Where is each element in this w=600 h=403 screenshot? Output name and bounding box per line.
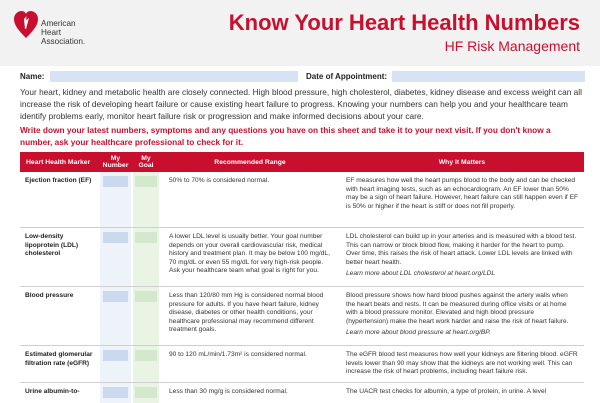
header-marker: Heart Health Marker <box>26 158 91 166</box>
table-row <box>20 383 584 403</box>
my-goal-column <box>133 228 159 286</box>
page-subtitle: HF Risk Management <box>444 38 580 54</box>
patient-info-row <box>20 71 585 83</box>
my-goal-column <box>133 383 159 403</box>
my-number-input[interactable] <box>103 232 128 243</box>
heart-numbers-table <box>20 152 584 403</box>
why-cell: The eGFR blood test measures how well your kidneys are filtering blood. eGFR levels lower than 90 may show that the kidneys are not working well. This can increase the risk of heart problems, including heart failure risk. <box>346 351 578 376</box>
range-cell: Less than 30 mg/g is considered normal. <box>169 388 288 395</box>
table-row <box>20 346 584 383</box>
page-title: Know Your Heart Health Numbers <box>228 10 580 35</box>
range-cell: Less than 120/80 mm Hg is considered normal blood pressure for adults. If you have heart failure, kidney disease, diabetes or other health conditions, your healthcare professional may recommend different treatment goals. <box>169 292 324 334</box>
my-number-input[interactable] <box>103 387 128 398</box>
date-field[interactable] <box>392 71 585 82</box>
marker-cell: Blood pressure <box>25 292 74 299</box>
table-row <box>20 172 584 228</box>
marker-cell: Urine albumin-to- <box>25 388 80 395</box>
my-number-input[interactable] <box>103 176 128 187</box>
my-goal-input[interactable] <box>135 176 157 187</box>
why-cell: LDL cholesterol can build up in your arteries and is measured with a blood test. This can narrow or block blood flow, making it harder for the heart to pump. Over time, this raises the risk of heart attack. Lower LDL levels are linked with better heart health. Learn more about LDL cholesterol at heart.org/LDL <box>346 233 577 278</box>
header-why: Why It Matters <box>438 158 486 166</box>
heart-torch-icon <box>14 10 38 40</box>
table-header <box>20 152 584 172</box>
table-row <box>20 228 584 287</box>
instructions-text: Write down your latest numbers, symptoms and any questions you have on this sheet and take it to your next visit. If you don't know a number, ask your healthcare professional to check for it. <box>20 125 551 147</box>
my-goal-input[interactable] <box>135 232 157 243</box>
why-cell: The UACR test checks for albumin, a type of protein, in urine. A level <box>346 388 547 395</box>
learn-more-ldl: Learn more about LDL cholesterol at heart.org/LDL <box>346 270 496 278</box>
my-number-input[interactable] <box>103 291 128 302</box>
marker-cell: Ejection fraction (EF) <box>25 177 92 184</box>
my-number-column <box>100 172 131 227</box>
learn-more-bp: Learn more about blood pressure at heart.org/BP. <box>346 329 491 337</box>
my-goal-column <box>133 346 159 382</box>
name-field[interactable] <box>50 71 298 82</box>
my-number-column <box>100 383 131 403</box>
why-cell: Blood pressure shows how hard blood pushes against the artery walls when the heart beats and rests. It can be measured during office visits or at home with a blood pressure monitor. Elevated and high blood pressure (hypertension) make the heart work harder and raise the risk of heart failure. Learn more about blood pressure at heart.org/BP. <box>340 287 584 338</box>
my-number-column <box>100 228 131 286</box>
header-my-goal: My Goal <box>138 155 154 169</box>
my-goal-input[interactable] <box>135 350 157 361</box>
why-cell: EF measures how well the heart pumps blood to the body and can be checked with heart imaging tests, such as an echocardiogram. An EF lower than 50% may be a sign of heart failure. However, heart failure can still happen even if EF is 50% or higher if the heart is stiff or does not fill properly. <box>346 177 579 210</box>
my-number-column <box>100 346 131 382</box>
marker-cell: Estimated glomerular filtration rate (eGFR) <box>25 351 93 367</box>
date-label: Date of Appointment: <box>306 72 388 81</box>
table-row <box>20 287 584 346</box>
header-range: Recommended Range <box>214 158 286 166</box>
my-goal-column <box>133 172 159 227</box>
my-number-column <box>100 287 131 345</box>
my-goal-input[interactable] <box>135 291 157 302</box>
range-cell: A lower LDL level is usually better. Your goal number depends on your overall cardiovascular risk, medical history and treatment plan. It may be below 100 mg/dL, 70 mg/dL or even 55 mg/dL for very high-risk people. Ask your healthcare team what goal is right for you. <box>169 233 330 275</box>
header-my-number: My Number <box>102 155 129 169</box>
name-label: Name: <box>20 72 45 81</box>
range-cell: 50% to 70% is considered normal. <box>169 177 270 184</box>
logo-wordmark: American Heart Association. <box>41 19 86 46</box>
intro-paragraph: Your heart, kidney and metabolic health are closely connected. High blood pressure, high cholesterol, diabetes, kidney disease and excess weight can all increase the risk of developing heart failure or cause existing heart failure to progress. Knowing your numbers can help you and your healthcare team identify problems early, monitor heart failure risk or progression and make informed decisions about your care. <box>20 87 582 121</box>
my-number-input[interactable] <box>103 350 128 361</box>
my-goal-input[interactable] <box>135 387 157 398</box>
aha-logo <box>14 8 104 58</box>
my-goal-column <box>133 287 159 345</box>
marker-cell: Low-density lipoprotein (LDL) cholesterol <box>25 233 79 258</box>
range-cell: 90 to 120 mL/min/1.73m² is considered normal. <box>169 351 307 358</box>
page-header <box>0 0 600 66</box>
